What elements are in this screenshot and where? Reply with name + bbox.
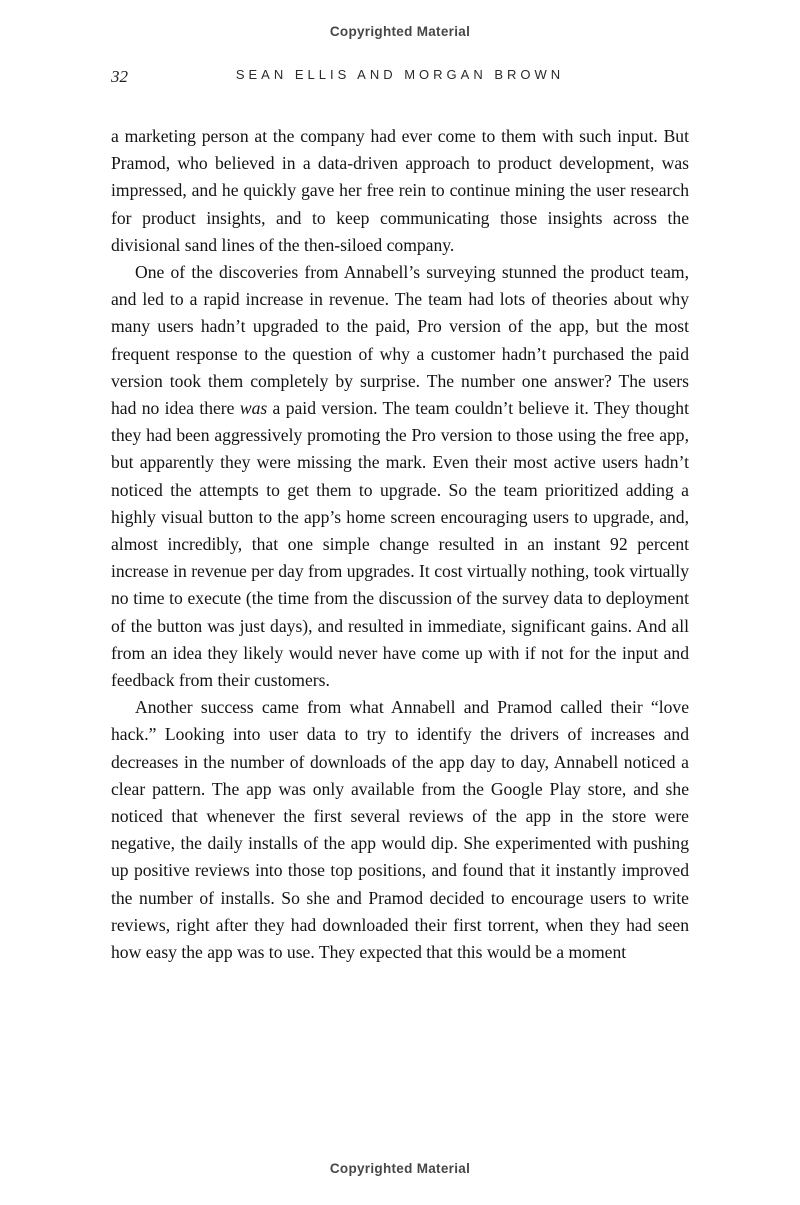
copyright-notice-top: Copyrighted Material (329, 24, 471, 39)
body-text (111, 123, 689, 966)
text-run: a marketing person at the company had ever come to them with such input. But Pramod, who believed in a data-driven approach to product development, was impressed, and he quickly gave her free rein to continue mining the user research for product insights, and to keep communicating those insights across the divisional sand lines of the then-siloed company. (111, 126, 689, 255)
copyright-notice-bottom: Copyrighted Material (329, 1161, 471, 1176)
page-header (111, 66, 689, 86)
text-run: a paid version. The team couldn’t believe it. They thought they had been aggressively promoting the Pro version to those using the free app, but apparently they were missing the mark. Even their most active users hadn’t noticed the attempts to get them to upgrade. So the team prioritized adding a highly visual button to the app’s home screen encouraging users to upgrade, and, almost incredibly, that one simple change resulted in an instant 92 percent increase in revenue per day from upgrades. It cost virtually nothing, took virtually no time to execute (the time from the discussion of the survey data to deployment of the button was just days), and resulted in immediate, significant gains. And all from an idea they likely would never have come up with if not for the input and feedback from their customers. (111, 398, 689, 691)
paragraph (111, 694, 689, 966)
text-run: Another success came from what Annabell and Pramod called their “love hack.” Looking into user data to try to identify the drivers of increases and decreases in the number of downloads of the app day to day, Annabell noticed a clear pattern. The app was only available from the Google Play store, and she noticed that whenever the first several reviews of the app in the store were negative, the daily installs of the app would dip. She experimented with pushing up positive reviews into those top positions, and found that it instantly improved the number of installs. So she and Pramod decided to encourage users to write reviews, right after they had downloaded their first torrent, when they had seen how easy the app was to use. They expected that this would be a moment (111, 697, 689, 963)
paragraph (111, 123, 689, 259)
text-run: One of the discoveries from Annabell’s surveying stunned the product team, and led to a rapid increase in revenue. The team had lots of theories about why many users hadn’t upgraded to the paid, Pro version of the app, but the most frequent response to the question of why a customer hadn’t purchased the paid version took them completely by surprise. The number one answer? The users had no idea there (111, 262, 689, 419)
page-number: 32 (111, 67, 128, 86)
running-header: SEAN ELLIS AND MORGAN BROWN (235, 67, 565, 82)
italic-run: was (239, 398, 268, 419)
paragraph (111, 259, 689, 694)
